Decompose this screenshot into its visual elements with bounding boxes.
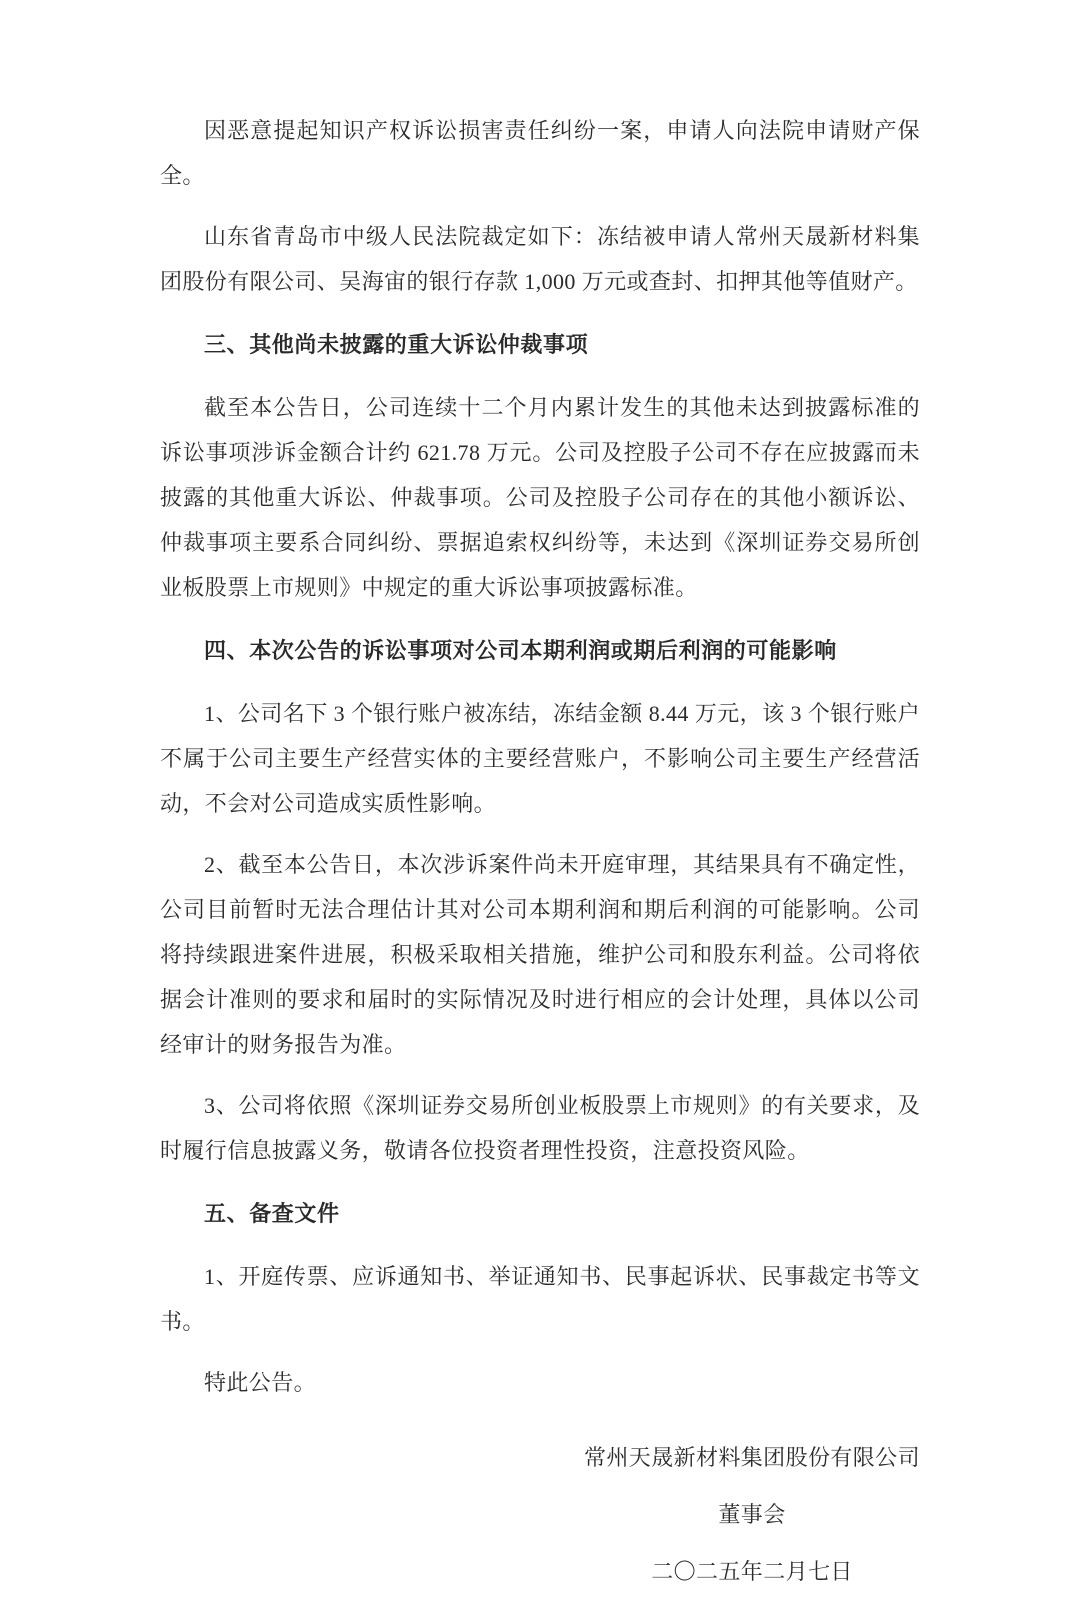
paragraph-property-preservation: 因恶意提起知识产权诉讼损害责任纠纷一案，申请人向法院申请财产保全。 [160, 118, 920, 188]
signature-inner [584, 1423, 920, 1606]
section-heading-3: 三、其他尚未披露的重大诉讼仲裁事项 [204, 332, 589, 357]
signature-date: 二〇二五年二月七日 [651, 1559, 853, 1584]
paragraph-court-ruling: 山东省青岛市中级人民法院裁定如下：冻结被申请人常州天晟新材料集团股份有限公司、吴海宙的银行存款 1,000 万元或查封、扣押其他等值财产。 [160, 224, 920, 294]
paragraph-undisclosed-litigation: 截至本公告日，公司连续十二个月内累计发生的其他未达到披露标准的诉讼事项涉诉金额合计约 621.78 万元。公司及控股子公司不存在应披露而未披露的其他重大诉讼、仲裁事项。公司及控股子公司存在的其他小额诉讼、仲裁事项主要系合同纠纷、票据追索权纠纷等，未达到《深圳证券交易所创业板股票上市规则》中规定的重大诉讼事项披露标准。 [160, 395, 920, 600]
signature-board: 董事会 [718, 1502, 786, 1527]
paragraph-impact-item-1: 1、公司名下 3 个银行账户被冻结，冻结金额 8.44 万元，该 3 个银行账户不属于公司主要生产经营实体的主要经营账户，不影响公司主要生产经营活动，不会对公司造成实质性影响。 [160, 701, 920, 816]
section-heading-4: 四、本次公告的诉讼事项对公司本期利润或期后利润的可能影响 [204, 638, 837, 663]
signature-block [160, 1423, 920, 1606]
paragraph-impact-item-2: 2、截至本公告日，本次涉诉案件尚未开庭审理，其结果具有不确定性，公司目前暂时无法合理估计其对公司本期利润和期后利润的可能影响。公司将持续跟进案件进展，积极采取相关措施，维护公司和股东利益。公司将依据会计准则的要求和届时的实际情况及时进行相应的会计处理，具体以公司经审计的财务报告为准。 [160, 852, 920, 1057]
section-heading-5: 五、备查文件 [204, 1201, 340, 1226]
paragraph-reference-documents: 1、开庭传票、应诉通知书、举证通知书、民事起诉状、民事裁定书等文书。 [160, 1264, 920, 1334]
paragraph-impact-item-3: 3、公司将依照《深圳证券交易所创业板股票上市规则》的有关要求，及时履行信息披露义务，敬请各位投资者理性投资，注意投资风险。 [160, 1093, 920, 1163]
paragraph-announcement-closing: 特此公告。 [204, 1370, 317, 1395]
signature-company-name: 常州天晟新材料集团股份有限公司 [583, 1445, 920, 1470]
